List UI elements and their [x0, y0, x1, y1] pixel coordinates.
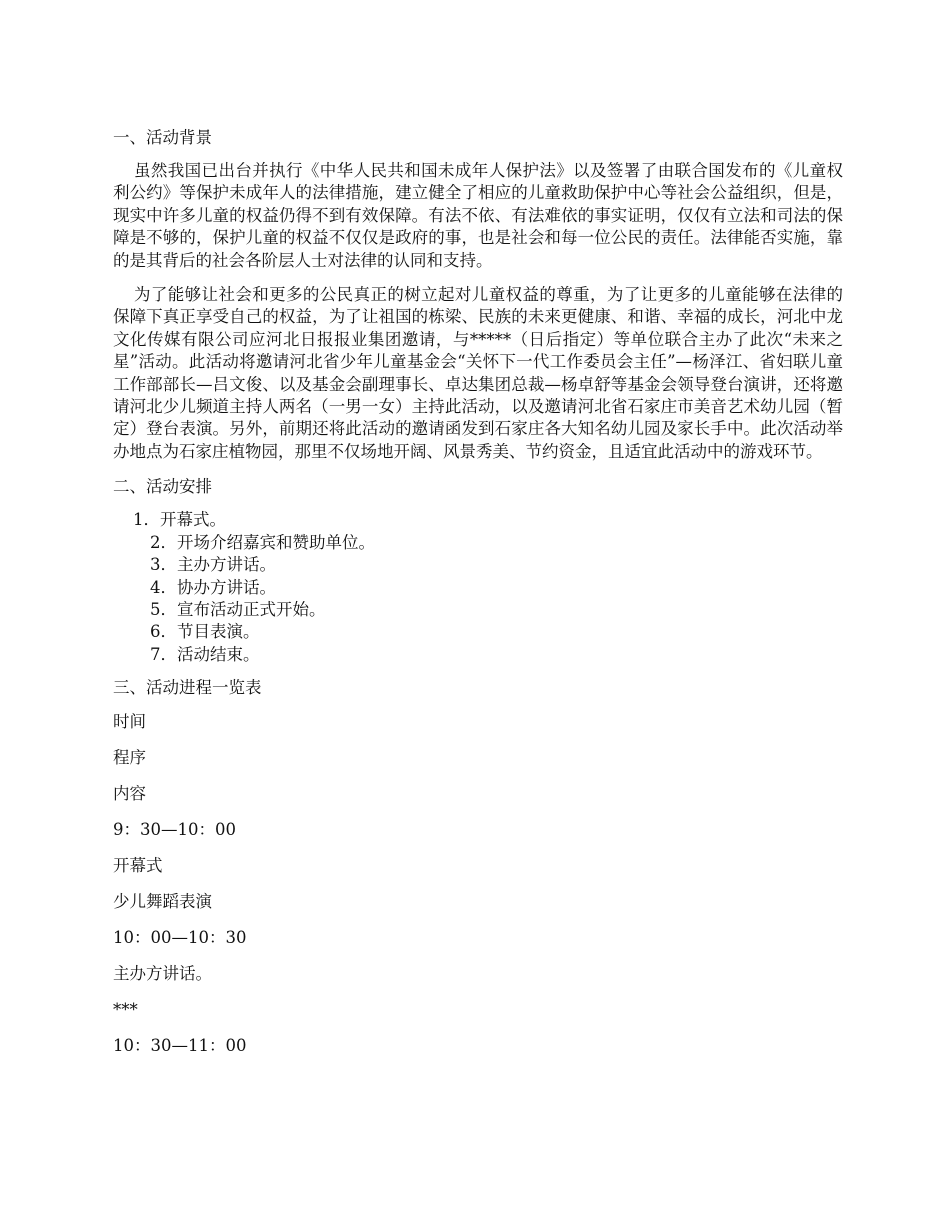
section-heading-arrangement: 二、活动安排	[113, 477, 212, 497]
list-item: 7．活动结束。	[150, 644, 260, 664]
list-item: 1．开幕式。	[133, 510, 226, 530]
schedule-line: 主办方讲话。	[113, 964, 212, 984]
list-item: 6．节目表演。	[150, 622, 260, 642]
schedule-line: 少儿舞蹈表演	[113, 892, 212, 912]
list-item: 2．开场介绍嘉宾和赞助单位。	[150, 532, 375, 552]
list-item: 5．宣布活动正式开始。	[150, 599, 326, 619]
list-item: 3．主办方讲话。	[150, 555, 276, 575]
schedule-line: ***	[113, 1000, 138, 1020]
schedule-line: 时间	[113, 712, 146, 732]
schedule-line: 开幕式	[113, 856, 163, 876]
schedule-line: 10：00—10：30	[113, 928, 247, 948]
schedule-line: 9：30—10：00	[113, 820, 236, 840]
document-page	[113, 126, 843, 1070]
background-paragraph-1: 虽然我国已出台并执行《中华人民共和国未成年人保护法》以及签署了由联合国发布的《儿童权利公约》等保护未成年人的法律措施，建立健全了相应的儿童救助保护中心等社会公益组织，但是，现实中许多儿童的权益仍得不到有效保障。有法不依、有法难依的事实证明，仅仅有立法和司法的保障是不够的，保护儿童的权益不仅仅是政府的事，也是社会和每一位公民的责任。法律能否实施，靠的是其背后的社会各阶层人士对法律的认同和支持。	[113, 161, 843, 270]
schedule-line: 程序	[113, 748, 146, 768]
schedule-line: 内容	[113, 784, 146, 804]
section-heading-schedule: 三、活动进程一览表	[113, 678, 262, 698]
section-heading-background: 一、活动背景	[113, 128, 212, 147]
background-paragraph-2: 为了能够让社会和更多的公民真正的树立起对儿童权益的尊重，为了让更多的儿童能够在法律的保障下真正享受自己的权益，为了让祖国的栋梁、民族的未来更健康、和谐、幸福的成长，河北中龙文化传媒有限公司应河北日报报业集团邀请，与*****（日后指定）等单位联合主办了此次“未来之星”活动。此活动将邀请河北省少年儿童基金会“关怀下一代工作委员会主任”—杨泽江、省妇联儿童工作部部长—吕文俊、以及基金会副理事长、卓达集团总裁—杨卓舒等基金会领导登台演讲，还将邀请河北少儿频道主持人两名（一男一女）主持此活动，以及邀请河北省石家庄市美音艺术幼儿园（暂定）登台表演。另外，前期还将此活动的邀请函发到石家庄各大知名幼儿园及家长手中。此次活动举办地点为石家庄植物园，那里不仅场地开阔、风景秀美、节约资金，且适宜此活动中的游戏环节。	[113, 285, 843, 461]
arrangement-list	[113, 509, 843, 666]
schedule-line: 10：30—11：00	[113, 1036, 247, 1056]
list-item: 4．协办方讲话。	[150, 577, 276, 597]
